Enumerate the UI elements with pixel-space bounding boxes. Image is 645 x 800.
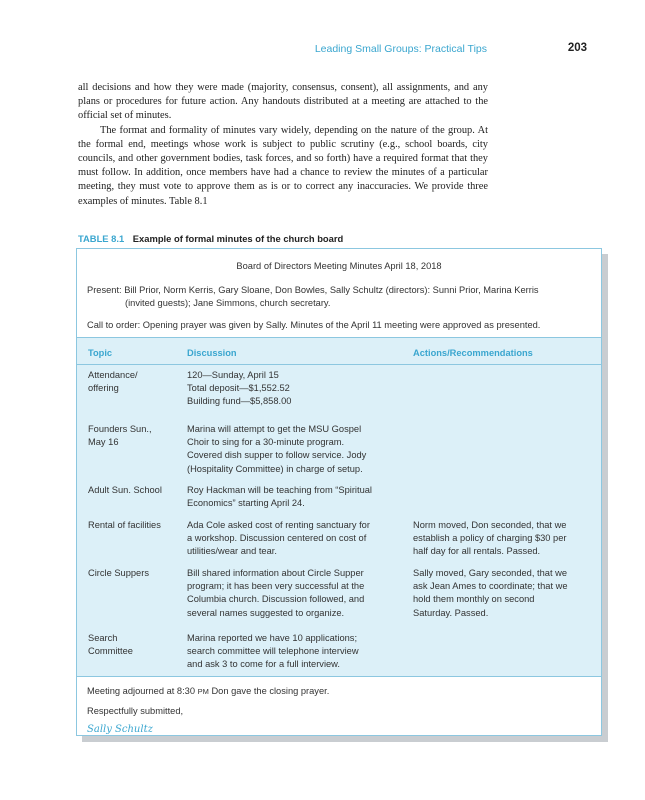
topic-cell [88,519,180,532]
running-head-title: Leading Small Groups: Practical Tips [314,43,487,55]
topic-cell-line: Search [88,633,118,643]
discussion-cell-line: and ask 3 to come for a full interview. [187,659,340,670]
column-header-actions: Actions/Recommendations [413,348,533,358]
discussion-cell-line: Ada Cole asked cost of renting sanctuary for [187,520,370,530]
actions-cell-line: half day for all rentals. Passed. [413,546,541,557]
page-number: 203 [567,42,587,54]
discussion-cell-line: Economics” starting April 24. [187,498,305,509]
actions-cell-line: hold them monthly on second [413,594,535,605]
discussion-cell-line: Total deposit—$1,552.52 [187,383,290,394]
actions-cell-line: Sally moved, Gary seconded, that we [413,568,567,578]
running-head [0,43,645,59]
minutes-grid [77,338,601,676]
discussion-cell-line: (Hospitality Committee) in charge of setup. [187,463,363,474]
table-caption-text: Example of formal minutes of the church board [132,233,344,244]
topic-cell-line: Circle Suppers [88,568,149,578]
topic-cell-line: Rental of facilities [88,520,161,530]
header-divider [77,364,601,365]
column-header-topic: Topic [88,348,113,358]
topic-cell-line: Adult Sun. School [88,485,162,495]
topic-cell [88,484,180,497]
table-label: TABLE 8.1 [78,233,125,244]
discussion-cell-line: program; it has been very successful at the [187,581,365,592]
present-line-2: (invited guests); Jane Simmons, church secretary. [125,298,331,308]
signature: Sally Schultz [87,724,153,735]
present-list [87,284,595,310]
discussion-cell-line: several names suggested to organize. [187,607,345,618]
topic-cell-line: offering [88,383,119,394]
minutes-header [77,249,601,338]
discussion-cell [187,519,403,559]
discussion-cell-line: Choir to sing for a 30-minute program. [187,437,345,448]
topic-cell-line: Attendance/ [88,370,138,380]
actions-cell-line: Norm moved, Don seconded, that we [413,520,567,530]
adjournment: Meeting adjourned at 8:30 PM Don gave the closing prayer. [87,686,330,696]
discussion-cell [187,632,403,672]
discussion-cell-line: 120—Sunday, April 15 [187,370,279,380]
body-text [78,81,488,209]
body-paragraph-1: all decisions and how they were made (majority, consensus, consent), all assignments, and any plans or procedures for future action. Any handouts distributed at a meeting are attached to the official set of minutes. [78,82,488,122]
discussion-cell-line: search committee will telephone interview [187,646,359,657]
topic-cell [88,423,180,449]
topic-cell [88,632,180,658]
actions-cell [413,567,599,620]
minutes-table [76,248,602,736]
topic-cell-line: Committee [88,646,133,657]
topic-cell-line: Founders Sun., [88,424,152,434]
present-line-1: Present: Bill Prior, Norm Kerris, Gary Sloane, Don Bowles, Sally Schultz (directors): Sunni Prior, Marina Kerris [87,285,539,295]
discussion-cell-line: Roy Hackman will be teaching from “Spiritual [187,485,372,495]
actions-cell [413,519,599,559]
actions-cell-line: Saturday. Passed. [413,607,489,618]
discussion-cell-line: Marina will attempt to get the MSU Gospel [187,424,362,434]
topic-cell-line: May 16 [88,437,119,448]
table-caption [78,233,343,244]
topic-cell [88,369,180,395]
minutes-footer [77,676,601,735]
actions-cell-line: establish a policy of charging $30 per [413,533,567,544]
discussion-cell [187,423,403,476]
discussion-cell-line: a workshop. Discussion centered on cost of [187,533,367,544]
discussion-cell-line: Marina reported we have 10 applications; [187,633,358,643]
actions-cell-line: ask Jean Ames to coordinate; that we [413,581,568,592]
discussion-cell [187,484,403,510]
discussion-cell-line: Building fund—$5,858.00 [187,396,292,407]
column-header-discussion: Discussion [187,348,237,358]
discussion-cell-line: Bill shared information about Circle Supper [187,568,364,578]
discussion-cell-line: utilities/wear and tear. [187,546,277,557]
body-paragraph-2: The format and formality of minutes vary widely, depending on the nature of the group. At the formal end, meetings whose work is subject to public scrutiny (e.g., school boards, city councils, and other government bodies, task forces, and so forth) have a required format that they must follow. In addition, once members have had a chance to review the minutes of a particular meeting, they must vote to approve them as is or to correct any inaccuracies. We provide three examples of minutes. Table 8.1 [78,124,488,207]
respectfully-submitted: Respectfully submitted, [87,706,184,716]
call-to-order: Call to order: Opening prayer was given by Sally. Minutes of the April 11 meeting were approved as presented. [87,320,541,330]
meeting-title: Board of Directors Meeting Minutes April 18, 2018 [236,261,442,271]
discussion-cell-line: Covered dish supper to follow service. Jody [187,450,367,461]
discussion-cell [187,567,403,620]
topic-cell [88,567,180,580]
discussion-cell [187,369,403,409]
discussion-cell-line: Columbia church. Discussion followed, and [187,594,365,605]
